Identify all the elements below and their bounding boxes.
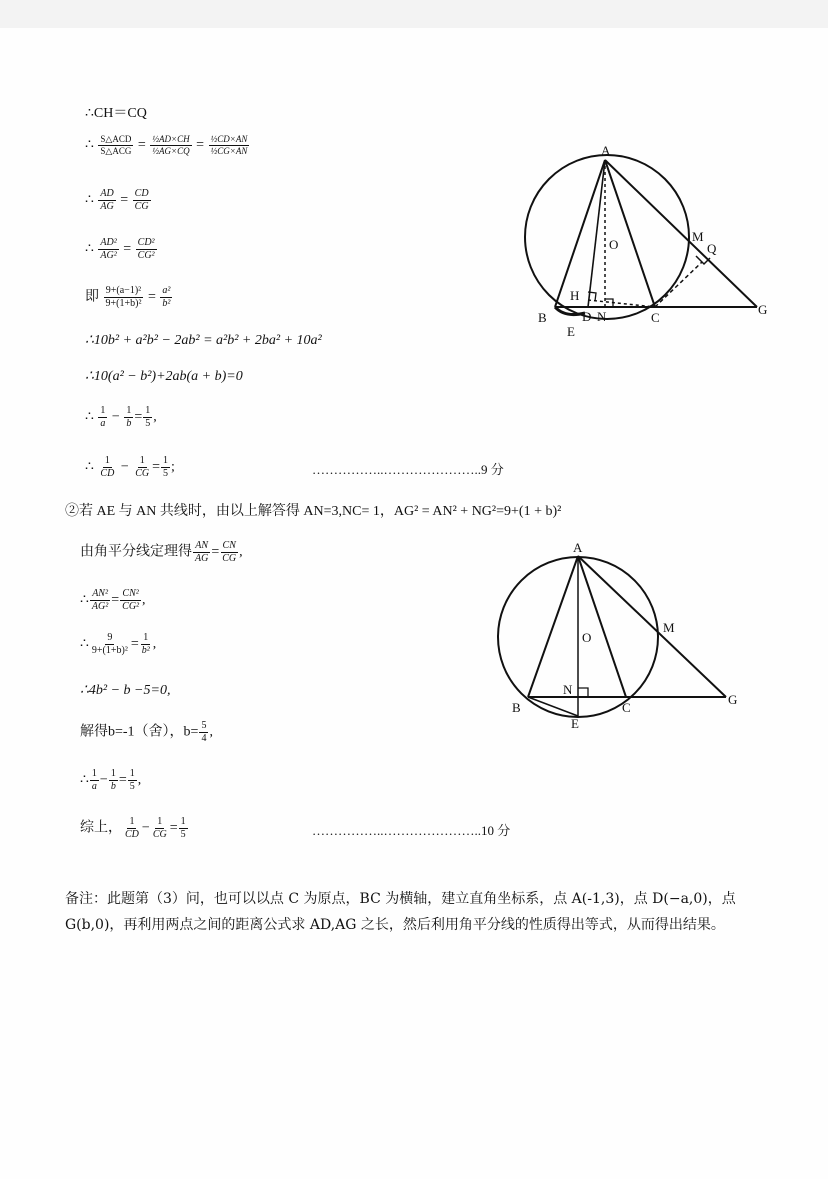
line-case2-subst: ∴ $\frac{9}{\text{9+(1+b)²}}$ = $\frac{1}{\text{b²}}$ , — [80, 632, 157, 656]
fig1-label-q: Q — [707, 241, 717, 256]
geometry-figure-2 — [490, 535, 750, 735]
circle-o — [525, 155, 689, 319]
line-solve-b: 解得b=-1（舍），b= $\frac{5}{4}$ , — [80, 720, 213, 744]
fig1-label-n: N — [597, 309, 607, 324]
geometry-figure-1 — [520, 140, 780, 340]
score-9: ……………..…………………..9 分 — [312, 462, 504, 477]
remark-note: 备注：此题第（3）问，也可以以点 C 为原点，BC 为横轴，建立直角坐标系，点 A(-1,3)，点 D(−a,0)，点 G(b,0)，再利用两点之间的距离公式求 AD,AG 之长，然后利用角平分线的性质得出等式，从而得出结果。 — [65, 891, 736, 933]
fig1-label-d: D — [582, 309, 592, 324]
line-quadratic: ∴4b² − b −5=0, — [80, 683, 171, 698]
fig1-label-a: A — [601, 143, 611, 158]
line-substitution: 即 $\frac{\text{9+(a−1)²}}{\text{9+(1+b)²}}$ = $\frac{\text{a²}}{\text{b²}}$ — [85, 285, 171, 309]
fig2-label-o: O — [582, 630, 592, 645]
fig1-label-b: B — [538, 310, 547, 325]
line-conclusion: 综上， $\frac{1}{CD}$ − $\frac{1}{CG}$ = $\frac{1}{5}$ — [80, 816, 186, 840]
line-bisector-theorem: 由角平分线定理得 $\frac{AN}{AG}$ = $\frac{CN}{CG}$ , — [80, 540, 243, 564]
fig2-label-g: G — [728, 692, 738, 707]
fig1-label-g: G — [758, 302, 768, 317]
line-recip-ab: ∴ $\frac{1}{a}$ − $\frac{1}{b}$ = $\frac{1}{5}$ , — [85, 405, 157, 429]
line-factor: ∴10(a² − b²)+2ab(a + b)=0 — [85, 369, 243, 384]
line-case2-recip: ∴ $\frac{1}{a}$ − $\frac{1}{b}$ = $\frac{1}{5}$ , — [80, 768, 142, 792]
line-ad2-ag2: ∴ $\frac{\text{AD²}}{\text{AG²}}$ = $\frac{\text{CD²}}{\text{CG²}}$ — [85, 237, 155, 261]
fig2-label-a: A — [573, 540, 583, 555]
fig1-label-h: H — [570, 288, 580, 303]
line-expand: ∴10b² + a²b² − 2ab² = a²b² + 2ba² + 10a² — [85, 333, 322, 348]
fig1-label-c: C — [651, 310, 660, 325]
top-margin-band — [0, 0, 828, 28]
fig2-label-n: N — [563, 682, 573, 697]
fig2-label-e: E — [571, 716, 579, 731]
case2-intro: ②若 AE 与 AN 共线时，由以上解答得 AN=3,NC= 1，AG² = AN² + NG²=9+(1 + b)² — [65, 504, 562, 519]
line-an2-ag2: ∴ $\frac{\text{AN²}}{\text{AG²}}$ = $\frac{\text{CN²}}{\text{CG²}}$ , — [80, 588, 146, 612]
fig1-label-m: M — [692, 229, 704, 244]
fig2-label-c: C — [622, 700, 631, 715]
line-ch-cq: ∴CH＝CQ — [85, 106, 147, 121]
line-recip-cd-cg: ∴ $\frac{1}{CD}$ − $\frac{1}{CG}$ = $\frac{1}{5}$ ; — [85, 455, 175, 479]
fig2-label-m: M — [663, 620, 675, 635]
score-10: ……………..…………………..10 分 — [312, 823, 511, 838]
fig2-label-b: B — [512, 700, 521, 715]
line-area-ratio: ∴ $\frac{\text{S△ACD}}{\text{S△ACG}}$ = $\frac{\text{½AD×CH}}{\text{½AG×CQ}}$ = $\frac{\text{½CD×AN}}{\text{½CG×AN}}$ — [85, 134, 248, 156]
line-ad-ag: ∴ $\frac{AD}{AG}$ = $\frac{CD}{CG}$ — [85, 188, 149, 212]
fig1-label-e: E — [567, 324, 575, 339]
fig1-label-o: O — [609, 237, 619, 252]
